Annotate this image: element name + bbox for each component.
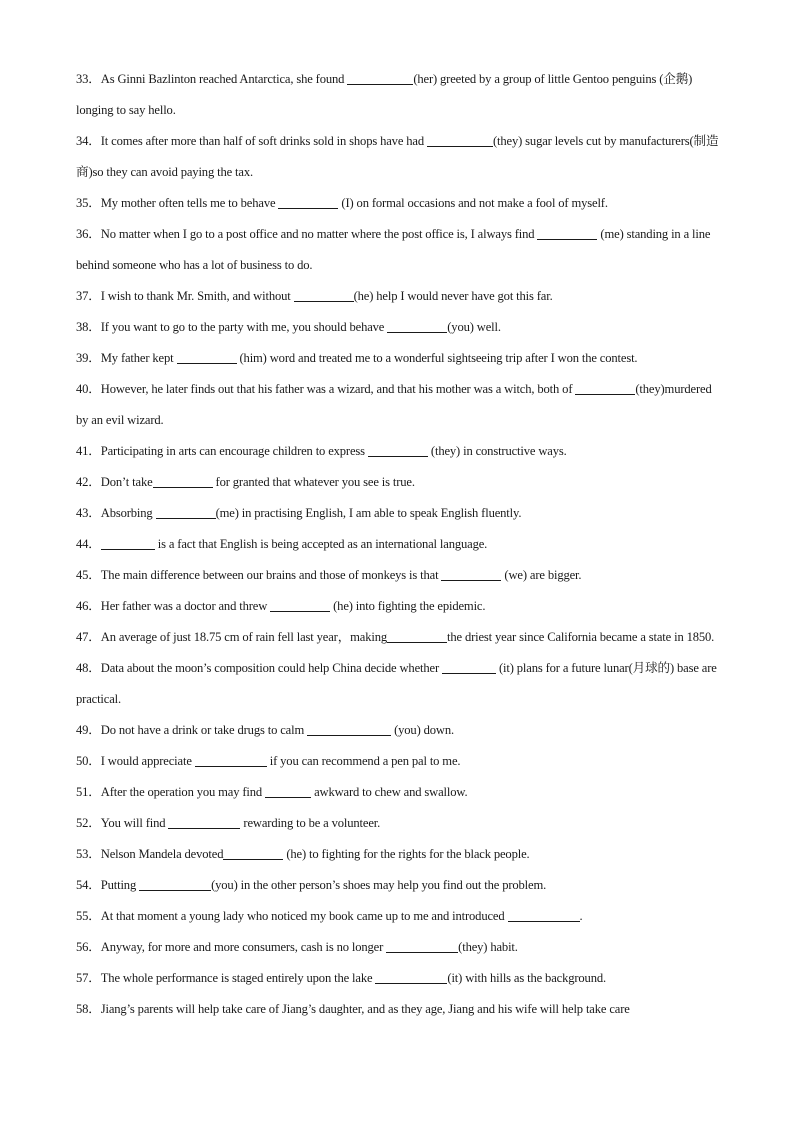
answer-blank[interactable] [294, 286, 354, 302]
question-53: 53．Nelson Mandela devoted (he) to fighting for the rights for the black people. [76, 839, 724, 870]
question-56: 56．Anyway, for more and more consumers, cash is no longer (they) habit. [76, 932, 724, 963]
question-34: 34．It comes after more than half of soft drinks sold in shops have had (they) sugar levels cut by manufacturers(制造商)so they can avoid paying the tax. [76, 126, 724, 188]
question-51: 51．After the operation you may find awkward to chew and swallow. [76, 777, 724, 808]
question-39: 39．My father kept (him) word and treated me to a wonderful sightseeing trip after I won the contest. [76, 343, 724, 374]
question-48: 48．Data about the moon’s composition could help China decide whether (it) plans for a future lunar(月球的) base are practical. [76, 653, 724, 715]
question-45: 45．The main difference between our brains and those of monkeys is that (we) are bigger. [76, 560, 724, 591]
question-54: 54．Putting (you) in the other person’s shoes may help you find out the problem. [76, 870, 724, 901]
answer-blank[interactable] [195, 751, 267, 767]
question-36: 36．No matter when I go to a post office and no matter where the post office is, I always find (me) standing in a line behind someone who has a lot of business to do. [76, 219, 724, 281]
question-35: 35．My mother often tells me to behave (I) on formal occasions and not make a fool of myself. [76, 188, 724, 219]
answer-blank[interactable] [387, 317, 447, 333]
question-37: 37．I wish to thank Mr. Smith, and without (he) help I would never have got this far. [76, 281, 724, 312]
question-58: 58．Jiang’s parents will help take care of Jiang’s daughter, and as they age, Jiang and his wife will help take care [76, 1002, 630, 1016]
question-40: 40．However, he later finds out that his father was a wizard, and that his mother was a witch, both of (they)murdered by an evil wizard. [76, 374, 724, 436]
answer-blank[interactable] [265, 782, 311, 798]
answer-blank[interactable] [508, 906, 580, 922]
answer-blank[interactable] [575, 379, 635, 395]
question-50: 50．I would appreciate if you can recommend a pen pal to me. [76, 746, 724, 777]
answer-blank[interactable] [270, 596, 330, 612]
question-41: 41．Participating in arts can encourage children to express (they) in constructive ways. [76, 436, 724, 467]
answer-blank[interactable] [101, 534, 155, 550]
answer-blank[interactable] [278, 193, 338, 209]
answer-blank[interactable] [153, 472, 213, 488]
question-43: 43．Absorbing (me) in practising English, I am able to speak English fluently. [76, 498, 724, 529]
question-52: 52．You will find rewarding to be a volunteer. [76, 808, 724, 839]
answer-blank[interactable] [307, 720, 391, 736]
question-list [76, 64, 724, 1025]
answer-blank[interactable] [441, 565, 501, 581]
question-46: 46．Her father was a doctor and threw (he) into fighting the epidemic. [76, 591, 724, 622]
question-33: 33．As Ginni Bazlinton reached Antarctica, she found (her) greeted by a group of little Gentoo penguins (企鹅) longing to say hello. [76, 64, 724, 126]
answer-blank[interactable] [387, 627, 447, 643]
answer-blank[interactable] [223, 844, 283, 860]
question-44: 44． is a fact that English is being accepted as an international language. [76, 529, 724, 560]
question-57: 57．The whole performance is staged entirely upon the lake (it) with hills as the background. [76, 963, 724, 994]
answer-blank[interactable] [177, 348, 237, 364]
answer-blank[interactable] [368, 441, 428, 457]
answer-blank[interactable] [386, 937, 458, 953]
question-42: 42．Don’t take for granted that whatever you see is true. [76, 467, 724, 498]
answer-blank[interactable] [168, 813, 240, 829]
question-47: 47．An average of just 18.75 cm of rain fell last year，making the driest year since California became a state in 1850. [76, 622, 724, 653]
question-55: 55．At that moment a young lady who noticed my book came up to me and introduced . [76, 901, 724, 932]
answer-blank[interactable] [442, 658, 496, 674]
question-38: 38．If you want to go to the party with me, you should behave (you) well. [76, 312, 724, 343]
answer-blank[interactable] [375, 968, 447, 984]
question-49: 49．Do not have a drink or take drugs to calm (you) down. [76, 715, 724, 746]
answer-blank[interactable] [537, 224, 597, 240]
answer-blank[interactable] [347, 69, 413, 85]
answer-blank[interactable] [427, 131, 493, 147]
answer-blank[interactable] [139, 875, 211, 891]
answer-blank[interactable] [156, 503, 216, 519]
